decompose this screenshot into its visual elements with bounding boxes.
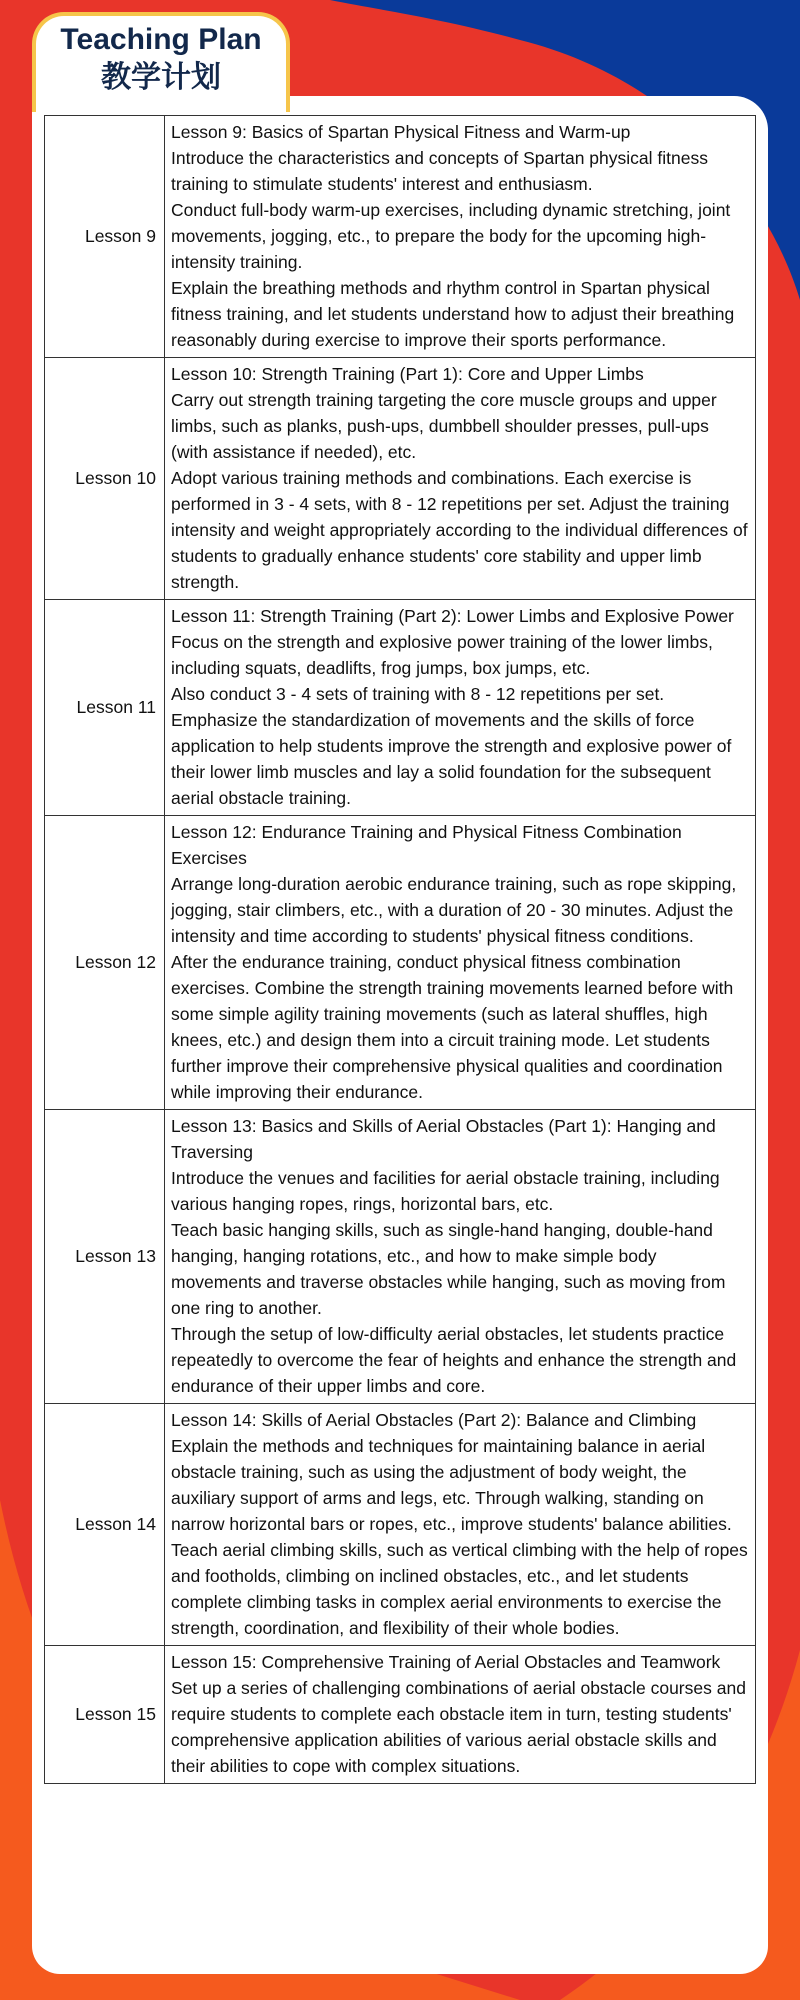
lesson-paragraph: Teach aerial climbing skills, such as vertical climbing with the help of ropes and footholds, climbing on inclined obstacles, etc., and let students complete climbing tasks in complex aerial environments to exercise the strength, coordination, and flexibility of their whole bodies. [171,1540,748,1638]
lesson-label: Lesson 10 [45,358,165,600]
lesson-paragraph: After the endurance training, conduct physical fitness combination exercises. Combine the strength training movements learned before with some simple agility training movements (such as lateral shuffles, high knees, etc.) and design them into a circuit training mode. Let students further improve their comprehensive physical qualities and coordination while improving their endurance. [171,952,734,1102]
lesson-heading: Lesson 13: Basics and Skills of Aerial Obstacles (Part 1): Hanging and Traversing [171,1116,716,1162]
lesson-label: Lesson 14 [45,1404,165,1646]
teaching-plan-table [44,115,756,1784]
lesson-content [165,1110,756,1404]
lesson-content [165,816,756,1110]
lesson-heading: Lesson 9: Basics of Spartan Physical Fitness and Warm-up [171,122,631,142]
table-row [45,358,756,600]
lesson-paragraph: Adopt various training methods and combinations. Each exercise is performed in 3 - 4 sets, with 8 - 12 repetitions per set. Adjust the training intensity and weight appropriately according to the individual differences of students to gradually enhance students' core stability and upper limb strength. [171,468,748,592]
table-row [45,1404,756,1646]
lesson-content [165,600,756,816]
lesson-paragraph: Explain the methods and techniques for maintaining balance in aerial obstacle training, such as using the adjustment of body weight, the auxiliary support of arms and legs, etc. Through walking, standing on narrow horizontal bars or ropes, etc., improve students' balance abilities. [171,1436,732,1534]
lesson-heading: Lesson 10: Strength Training (Part 1): Core and Upper Limbs [171,364,644,384]
lesson-heading: Lesson 12: Endurance Training and Physical Fitness Combination Exercises [171,822,682,868]
table-row [45,1110,756,1404]
lesson-label: Lesson 15 [45,1646,165,1784]
lesson-paragraph: Set up a series of challenging combinations of aerial obstacle courses and require students to complete each obstacle item in turn, testing students' comprehensive application abilities of various aerial obstacle skills and their abilities to cope with complex situations. [171,1678,746,1776]
table-row [45,600,756,816]
lesson-content [165,116,756,358]
lesson-paragraph: Introduce the characteristics and concepts of Spartan physical fitness training to stimulate students' interest and enthusiasm. [171,148,708,194]
lesson-heading: Lesson 15: Comprehensive Training of Aerial Obstacles and Teamwork [171,1652,721,1672]
lesson-heading: Lesson 14: Skills of Aerial Obstacles (Part 2): Balance and Climbing [171,1410,697,1430]
lesson-label: Lesson 13 [45,1110,165,1404]
lesson-heading: Lesson 11: Strength Training (Part 2): Lower Limbs and Explosive Power [171,606,734,626]
lesson-label: Lesson 12 [45,816,165,1110]
lesson-label: Lesson 9 [45,116,165,358]
lesson-paragraph: Introduce the venues and facilities for aerial obstacle training, including various hanging ropes, rings, horizontal bars, etc. [171,1168,720,1214]
lesson-paragraph: Teach basic hanging skills, such as single-hand hanging, double-hand hanging, hanging rotations, etc., and how to make simple body movements and traverse obstacles while hanging, such as moving from one ring to another. [171,1220,726,1318]
lesson-label: Lesson 11 [45,600,165,816]
lesson-paragraph: Arrange long-duration aerobic endurance training, such as rope skipping, jogging, stair climbers, etc., with a duration of 20 - 30 minutes. Adjust the intensity and time according to students' physical fitness conditions. [171,874,737,946]
lesson-paragraph: Through the setup of low-difficulty aerial obstacles, let students practice repeatedly to overcome the fear of heights and enhance the strength and endurance of their upper limbs and core. [171,1324,737,1396]
table-row [45,816,756,1110]
lesson-paragraph: Also conduct 3 - 4 sets of training with 8 - 12 repetitions per set. Emphasize the standardization of movements and the skills of force application to help students improve the strength and explosive power of their lower limb muscles and lay a solid foundation for the subsequent aerial obstacle training. [171,684,732,808]
lesson-content [165,1404,756,1646]
lesson-paragraph: Carry out strength training targeting the core muscle groups and upper limbs, such as planks, push-ups, dumbbell shoulder presses, pull-ups (with assistance if needed), etc. [171,390,717,462]
title-tab [32,12,290,112]
lesson-content [165,1646,756,1784]
table-row [45,1646,756,1784]
lesson-paragraph: Conduct full-body warm-up exercises, including dynamic stretching, joint movements, jogging, etc., to prepare the body for the upcoming high-intensity training. [171,200,731,272]
table-row [45,116,756,358]
lesson-paragraph: Explain the breathing methods and rhythm control in Spartan physical fitness training, and let students understand how to adjust their breathing reasonably during exercise to improve their sports performance. [171,278,735,350]
page-title: Teaching Plan [60,23,262,56]
lesson-paragraph: Focus on the strength and explosive power training of the lower limbs, including squats, deadlifts, frog jumps, box jumps, etc. [171,632,713,678]
page-title-chinese: 教学计划 [101,60,221,95]
lesson-content [165,358,756,600]
